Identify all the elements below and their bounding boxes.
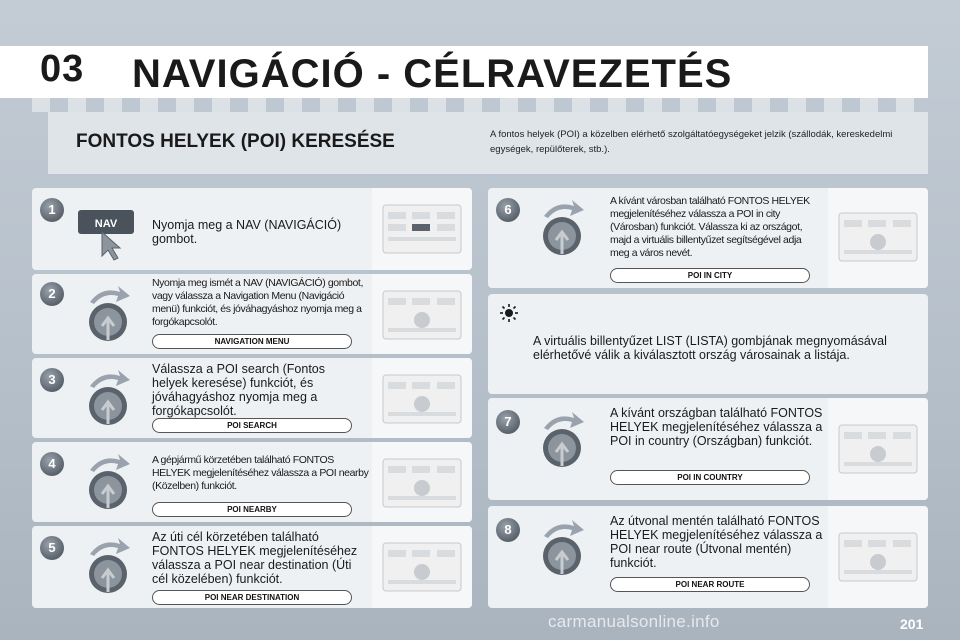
step-number-badge: 2 [40, 282, 64, 306]
nav-button-label: NAV [94, 218, 118, 230]
step-number-badge: 5 [40, 536, 64, 560]
radio-thumbnail [372, 442, 472, 522]
radio-thumbnail [828, 188, 928, 288]
radio-unit-icon [382, 458, 462, 508]
step-text-6: A kívánt városban található FONTOS HELYEK megjelenítéséhez válassza a POI in city (Városban) funkciót. Válassza ki az országot, majd a virtuális billentyűzet segítségével adja meg a város nevét. [610, 195, 810, 259]
rotary-knob-icon [534, 196, 590, 258]
nav-button-icon [72, 206, 144, 262]
rotary-knob-icon [80, 534, 136, 596]
step-text-8: Az útvonal mentén található FONTOS HELYEK megjelenítéséhez válassza a POI near route (Útvonal mentén) funkciót. [610, 514, 823, 570]
chapter-number: 03 [40, 48, 85, 90]
radio-unit-icon [838, 532, 918, 582]
poi-search-label: POI SEARCH [152, 418, 352, 433]
rotary-knob-icon [534, 516, 590, 578]
radio-unit-icon [382, 290, 462, 340]
radio-thumbnail [372, 358, 472, 438]
decorative-strip [32, 98, 928, 112]
rotary-knob-icon [80, 366, 136, 428]
page-number: 201 [900, 616, 924, 632]
radio-thumbnail [828, 398, 928, 500]
watermark: carmanualsonline.info [548, 612, 720, 631]
navigation-menu-label: NAVIGATION MENU [152, 334, 352, 349]
page-title: NAVIGÁCIÓ - CÉLRAVEZETÉS [132, 52, 733, 96]
step-number-badge: 8 [496, 518, 520, 542]
section-title: FONTOS HELYEK (POI) KERESÉSE [76, 131, 395, 152]
radio-thumbnail [372, 526, 472, 608]
radio-unit-icon [838, 424, 918, 474]
poi-near-destination-label: POI NEAR DESTINATION [152, 590, 352, 605]
step-number-badge: 7 [496, 410, 520, 434]
step-text-5: Az úti cél körzetében található FONTOS HELYEK megjelenítéséhez válassza a POI near destination (Úti cél közelében) funkciót. [152, 530, 358, 586]
radio-unit-icon [382, 542, 462, 592]
radio-unit-icon [838, 212, 918, 262]
section-intro: A fontos helyek (POI) a közelben elérhető szolgáltatóegységeket jelzik (szállodák, kereskedelmi egységek, repülőterek, stb.). [490, 129, 893, 155]
radio-thumbnail [372, 188, 472, 270]
step-number-badge: 3 [40, 368, 64, 392]
poi-in-city-label: POI IN CITY [610, 268, 810, 283]
step-number-badge: 1 [40, 198, 64, 222]
step-text-2: Nyomja meg ismét a NAV (NAVIGÁCIÓ) gombot, vagy válassza a Navigation Menu (Navigáció menü) funkciót, és jóváhagyáshoz nyomja meg a forgókapcsolót. [152, 277, 363, 328]
step-text-7: A kívánt országban található FONTOS HELYEK megjelenítéséhez válassza a POI in country (Országban) funkciót. [610, 406, 823, 448]
tip-text: A virtuális billentyűzet LIST (LISTA) gombjának megnyomásával elérhetővé válik a kiválasztott ország városainak a listája. [533, 334, 887, 362]
step-text-4: A gépjármű körzetében található FONTOS HELYEK megjelenítéséhez válassza a POI nearby (Közelben) funkciót. [152, 454, 369, 492]
rotary-knob-icon [80, 282, 136, 344]
step-number-badge: 4 [40, 452, 64, 476]
radio-unit-icon [382, 374, 462, 424]
poi-nearby-label: POI NEARBY [152, 502, 352, 517]
poi-in-country-label: POI IN COUNTRY [610, 470, 810, 485]
tip-lightbulb-icon [499, 303, 519, 323]
rotary-knob-icon [80, 450, 136, 512]
step-text-3: Válassza a POI search (Fontos helyek keresése) funkciót, és jóváhagyáshoz nyomja meg a forgókapcsolót. [152, 362, 325, 418]
radio-unit-icon [382, 204, 462, 254]
step-text-1: Nyomja meg a NAV (NAVIGÁCIÓ) gombot. [152, 218, 342, 246]
radio-thumbnail [372, 274, 472, 354]
poi-near-route-label: POI NEAR ROUTE [610, 577, 810, 592]
rotary-knob-icon [534, 408, 590, 470]
step-number-badge: 6 [496, 198, 520, 222]
radio-thumbnail [828, 506, 928, 608]
